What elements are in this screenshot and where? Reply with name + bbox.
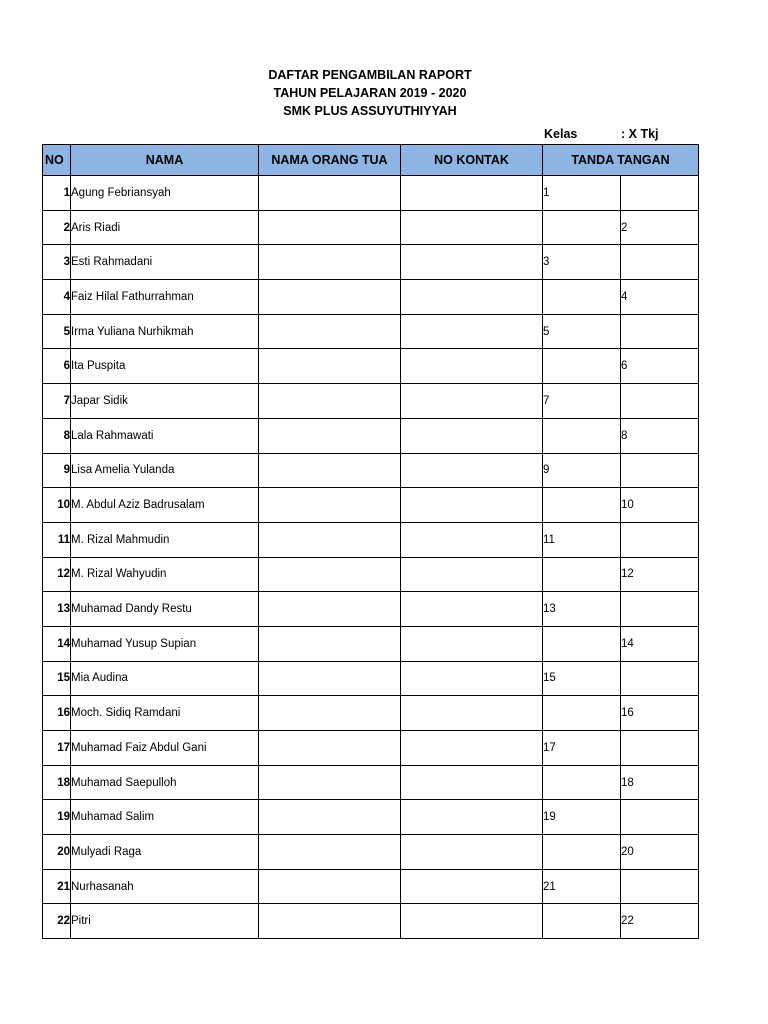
row-nama-orang-tua[interactable]: [259, 592, 401, 627]
row-no: 22: [43, 904, 71, 939]
row-no: 21: [43, 869, 71, 904]
table-row: [43, 904, 699, 939]
row-signature-left[interactable]: [543, 800, 621, 835]
row-no: 2: [43, 210, 71, 245]
table-row: [43, 869, 699, 904]
signature-number: 21: [543, 880, 556, 893]
signature-number: 2: [621, 221, 628, 234]
row-nama-orang-tua[interactable]: [259, 904, 401, 939]
header-no-kontak: NO KONTAK: [401, 145, 543, 176]
title-line-1: DAFTAR PENGAMBILAN RAPORT: [268, 68, 472, 82]
row-nama-orang-tua[interactable]: [259, 522, 401, 557]
row-signature-left[interactable]: [543, 314, 621, 349]
row-nama-orang-tua[interactable]: [259, 661, 401, 696]
row-signature-right[interactable]: [621, 522, 699, 557]
document-title: [0, 66, 740, 120]
table-body: [43, 176, 699, 939]
row-signature-left[interactable]: [543, 384, 621, 419]
row-no: 19: [43, 800, 71, 835]
row-nama: Muhamad Salim: [71, 800, 259, 835]
title-line-3: SMK PLUS ASSUYUTHIYYAH: [283, 104, 457, 118]
row-nama: Faiz Hilal Fathurrahman: [71, 280, 259, 315]
row-no: 4: [43, 280, 71, 315]
row-signature-right[interactable]: [621, 835, 699, 870]
row-signature-left[interactable]: [543, 210, 621, 245]
row-nama: Mulyadi Raga: [71, 835, 259, 870]
row-nama-orang-tua[interactable]: [259, 800, 401, 835]
row-no: 6: [43, 349, 71, 384]
row-nama: Moch. Sidiq Ramdani: [71, 696, 259, 731]
signature-number: 14: [621, 637, 634, 650]
attendance-table: [42, 144, 699, 939]
table-row: [43, 522, 699, 557]
row-signature-right[interactable]: [621, 418, 699, 453]
table-row: [43, 800, 699, 835]
table-row: [43, 557, 699, 592]
row-nama: Muhamad Faiz Abdul Gani: [71, 731, 259, 766]
row-signature-right[interactable]: [621, 488, 699, 523]
kelas-label: Kelas: [544, 127, 578, 141]
signature-number: 18: [621, 776, 634, 789]
row-no-kontak[interactable]: [401, 522, 543, 557]
row-signature-left[interactable]: [543, 835, 621, 870]
row-signature-right[interactable]: [621, 626, 699, 661]
table-row: [43, 835, 699, 870]
row-signature-right[interactable]: [621, 661, 699, 696]
row-signature-left[interactable]: [543, 418, 621, 453]
row-signature-left[interactable]: [543, 522, 621, 557]
row-nama-orang-tua[interactable]: [259, 869, 401, 904]
row-no-kontak[interactable]: [401, 280, 543, 315]
row-signature-right[interactable]: [621, 349, 699, 384]
row-no: 3: [43, 245, 71, 280]
table-row: [43, 349, 699, 384]
row-nama-orang-tua[interactable]: [259, 626, 401, 661]
row-nama: Lisa Amelia Yulanda: [71, 453, 259, 488]
row-nama: Muhamad Saepulloh: [71, 765, 259, 800]
table-row: [43, 453, 699, 488]
row-signature-right[interactable]: [621, 280, 699, 315]
header-nama-orang-tua: NAMA ORANG TUA: [259, 145, 401, 176]
signature-number: 12: [621, 568, 634, 581]
row-nama: Lala Rahmawati: [71, 418, 259, 453]
row-signature-left[interactable]: [543, 765, 621, 800]
row-signature-right[interactable]: [621, 800, 699, 835]
row-nama: Aris Riadi: [71, 210, 259, 245]
row-nama-orang-tua[interactable]: [259, 835, 401, 870]
row-nama-orang-tua[interactable]: [259, 210, 401, 245]
row-signature-left[interactable]: [543, 176, 621, 211]
row-signature-left[interactable]: [543, 557, 621, 592]
row-no-kontak[interactable]: [401, 210, 543, 245]
signature-number: 6: [621, 360, 628, 373]
row-signature-left[interactable]: [543, 661, 621, 696]
signature-number: 15: [543, 672, 556, 685]
row-nama-orang-tua[interactable]: [259, 418, 401, 453]
row-signature-left[interactable]: [543, 349, 621, 384]
row-signature-right[interactable]: [621, 453, 699, 488]
row-no: 13: [43, 592, 71, 627]
table-row: [43, 176, 699, 211]
row-nama-orang-tua[interactable]: [259, 384, 401, 419]
row-signature-right[interactable]: [621, 731, 699, 766]
row-no: 17: [43, 731, 71, 766]
kelas-value: : X Tkj: [621, 127, 659, 141]
signature-number: 17: [543, 741, 556, 754]
table-row: [43, 384, 699, 419]
signature-number: 10: [621, 499, 634, 512]
row-signature-right[interactable]: [621, 696, 699, 731]
row-signature-left[interactable]: [543, 280, 621, 315]
table-row: [43, 731, 699, 766]
row-no-kontak[interactable]: [401, 731, 543, 766]
table-row: [43, 592, 699, 627]
signature-number: 16: [621, 707, 634, 720]
row-nama-orang-tua[interactable]: [259, 731, 401, 766]
row-signature-left[interactable]: [543, 869, 621, 904]
signature-number: 5: [543, 325, 550, 338]
row-nama: M. Abdul Aziz Badrusalam: [71, 488, 259, 523]
row-signature-right[interactable]: [621, 557, 699, 592]
row-signature-left[interactable]: [543, 626, 621, 661]
row-nama-orang-tua[interactable]: [259, 245, 401, 280]
row-nama-orang-tua[interactable]: [259, 176, 401, 211]
row-no: 15: [43, 661, 71, 696]
row-nama: Esti Rahmadani: [71, 245, 259, 280]
table-row: [43, 245, 699, 280]
row-nama-orang-tua[interactable]: [259, 314, 401, 349]
row-no-kontak[interactable]: [401, 661, 543, 696]
row-no-kontak[interactable]: [401, 626, 543, 661]
row-nama: M. Rizal Wahyudin: [71, 557, 259, 592]
row-signature-left[interactable]: [543, 488, 621, 523]
row-no-kontak[interactable]: [401, 835, 543, 870]
row-nama: Pitri: [71, 904, 259, 939]
row-signature-right[interactable]: [621, 176, 699, 211]
row-nama: Ita Puspita: [71, 349, 259, 384]
row-signature-right[interactable]: [621, 210, 699, 245]
row-nama-orang-tua[interactable]: [259, 280, 401, 315]
row-nama: M. Rizal Mahmudin: [71, 522, 259, 557]
signature-number: 9: [543, 464, 550, 477]
row-no-kontak[interactable]: [401, 418, 543, 453]
row-nama: Nurhasanah: [71, 869, 259, 904]
row-no-kontak[interactable]: [401, 453, 543, 488]
row-no: 18: [43, 765, 71, 800]
row-no: 16: [43, 696, 71, 731]
row-no-kontak[interactable]: [401, 349, 543, 384]
table-row: [43, 210, 699, 245]
table-row: [43, 696, 699, 731]
row-no-kontak[interactable]: [401, 696, 543, 731]
row-no: 9: [43, 453, 71, 488]
row-nama: Japar Sidik: [71, 384, 259, 419]
signature-number: 7: [543, 394, 550, 407]
header-nama: NAMA: [71, 145, 259, 176]
row-nama-orang-tua[interactable]: [259, 453, 401, 488]
signature-number: 20: [621, 845, 634, 858]
kelas-info: [544, 127, 659, 141]
row-nama: Agung Febriansyah: [71, 176, 259, 211]
row-nama-orang-tua[interactable]: [259, 557, 401, 592]
row-signature-left[interactable]: [543, 731, 621, 766]
row-signature-right[interactable]: [621, 384, 699, 419]
title-line-2: TAHUN PELAJARAN 2019 - 2020: [273, 86, 467, 100]
row-signature-left[interactable]: [543, 592, 621, 627]
table-row: [43, 765, 699, 800]
row-no-kontak[interactable]: [401, 245, 543, 280]
row-signature-left[interactable]: [543, 453, 621, 488]
row-nama-orang-tua[interactable]: [259, 349, 401, 384]
row-no: 8: [43, 418, 71, 453]
row-nama-orang-tua[interactable]: [259, 488, 401, 523]
row-no-kontak[interactable]: [401, 384, 543, 419]
row-nama: Mia Audina: [71, 661, 259, 696]
table-row: [43, 626, 699, 661]
table-row: [43, 418, 699, 453]
header-row: [43, 145, 699, 176]
row-no-kontak[interactable]: [401, 557, 543, 592]
row-no: 12: [43, 557, 71, 592]
row-nama: Irma Yuliana Nurhikmah: [71, 314, 259, 349]
row-no: 20: [43, 835, 71, 870]
signature-number: 1: [543, 186, 550, 199]
row-nama-orang-tua[interactable]: [259, 765, 401, 800]
row-no: 11: [43, 522, 71, 557]
row-no-kontak[interactable]: [401, 800, 543, 835]
signature-number: 8: [621, 429, 628, 442]
row-signature-left[interactable]: [543, 245, 621, 280]
row-signature-right[interactable]: [621, 245, 699, 280]
row-no-kontak[interactable]: [401, 488, 543, 523]
row-no-kontak[interactable]: [401, 314, 543, 349]
header-no: NO: [43, 145, 71, 176]
row-signature-right[interactable]: [621, 765, 699, 800]
row-signature-right[interactable]: [621, 904, 699, 939]
row-no: 7: [43, 384, 71, 419]
row-no: 10: [43, 488, 71, 523]
table-row: [43, 314, 699, 349]
signature-number: 4: [621, 290, 628, 303]
signature-number: 13: [543, 603, 556, 616]
row-signature-left[interactable]: [543, 696, 621, 731]
signature-number: 3: [543, 256, 550, 269]
row-nama: Muhamad Yusup Supian: [71, 626, 259, 661]
row-nama: Muhamad Dandy Restu: [71, 592, 259, 627]
signature-number: 22: [621, 915, 634, 928]
row-signature-right[interactable]: [621, 314, 699, 349]
table-row: [43, 661, 699, 696]
row-no-kontak[interactable]: [401, 869, 543, 904]
row-no-kontak[interactable]: [401, 904, 543, 939]
table-row: [43, 280, 699, 315]
signature-number: 19: [543, 811, 556, 824]
row-no: 5: [43, 314, 71, 349]
row-signature-right[interactable]: [621, 592, 699, 627]
row-signature-left[interactable]: [543, 904, 621, 939]
table-row: [43, 488, 699, 523]
row-no-kontak[interactable]: [401, 176, 543, 211]
row-no: 1: [43, 176, 71, 211]
row-no-kontak[interactable]: [401, 765, 543, 800]
row-no-kontak[interactable]: [401, 592, 543, 627]
row-nama-orang-tua[interactable]: [259, 696, 401, 731]
row-signature-right[interactable]: [621, 869, 699, 904]
header-tanda-tangan: TANDA TANGAN: [543, 145, 699, 176]
row-no: 14: [43, 626, 71, 661]
signature-number: 11: [543, 533, 555, 546]
